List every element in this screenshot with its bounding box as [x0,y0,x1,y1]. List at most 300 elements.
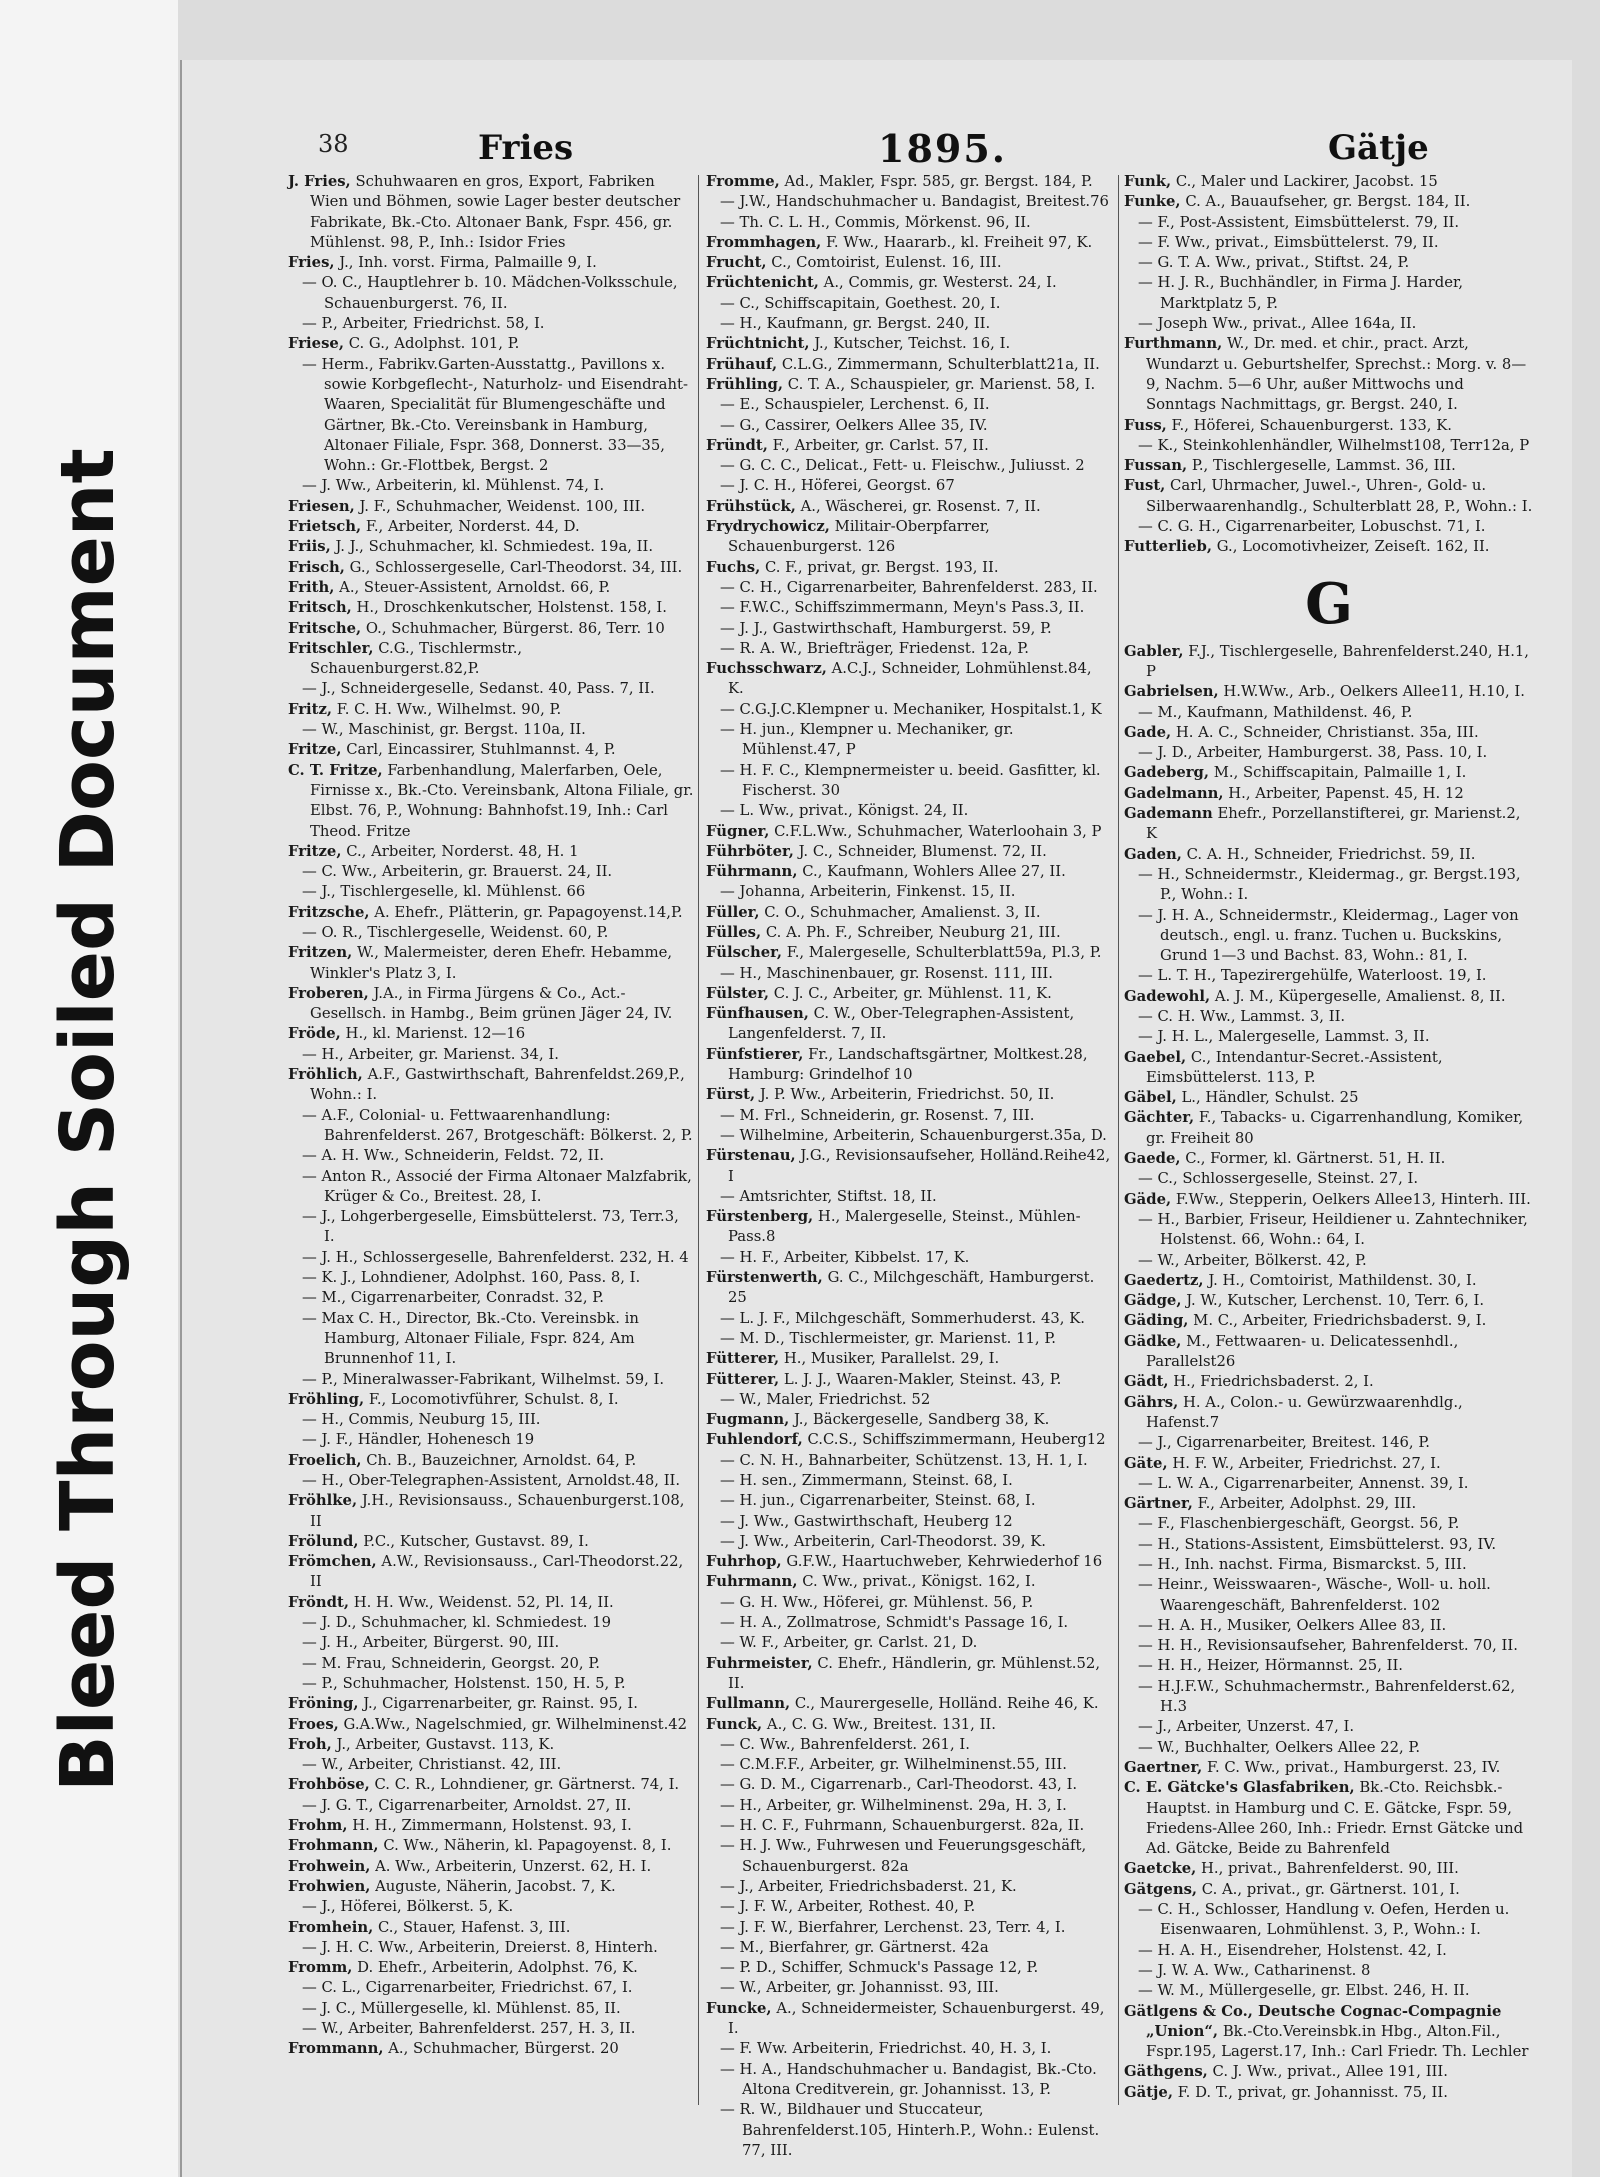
entry-text: — G. D. M., Cigarrenarb., Carl-Theodorst. 43, I. [720,1776,1078,1794]
directory-entry [1124,682,1534,702]
entry-name: Fritz, [288,700,333,718]
directory-entry [288,1613,694,1633]
entry-name: Führmann, [706,863,798,881]
directory-entry [288,700,694,720]
directory-entry [706,1471,1112,1491]
entry-name: Fütterer, [706,1370,780,1388]
entry-name: Gächter, [1124,1109,1195,1127]
entry-text: A., Schuhmacher, Bürgerst. 20 [388,2040,619,2058]
entry-name: Fügner, [706,822,770,840]
directory-entry [706,639,1112,659]
entry-name: Gärtner, [1124,1495,1193,1513]
directory-entry [1124,1332,1534,1373]
entry-name: Froh, [288,1735,332,1753]
entry-text: — J., Cigarrenarbeiter, Breitest. 146, P. [1138,1434,1430,1452]
entry-name: Gäding, [1124,1312,1189,1330]
directory-entry [288,1370,694,1390]
entry-text: — W., Buchhalter, Oelkers Allee 22, P. [1138,1738,1421,1756]
entry-text: J. H., Comtoirist, Mathildenst. 30, I. [1208,1271,1477,1289]
entry-text: — H., Commis, Neuburg 15, III. [302,1411,541,1429]
entry-text: — R. W., Bildhauer und Stuccateur, Bahrenfelderst.105, Hinterh.P., Wohn.: Eulenst. 77, III. [720,2101,1100,2159]
entry-text: — G., Cassirer, Oelkers Allee 35, IV. [720,416,988,434]
entry-text: Ch. B., Bauzeichner, Arnoldst. 64, P. [366,1451,637,1469]
directory-entry [1124,1433,1534,1453]
entry-text: — H. sen., Zimmermann, Steinst. 68, I. [720,1472,1013,1489]
directory-entry [706,964,1112,984]
entry-text: J. J., Schuhmacher, kl. Schmiedest. 19a, II. [335,538,654,556]
entry-text: G., Locomotivheizer, Zeiseſt. 162, II. [1216,538,1490,556]
directory-entry [1124,2083,1534,2103]
entry-text: C. J. C., Arbeiter, gr. Mühlenst. 11, K. [773,984,1052,1002]
entry-text: — H., Arbeiter, gr. Wilhelminenst. 29a, H. 3, I. [720,1796,1067,1814]
directory-entry [288,1268,694,1288]
directory-entry [706,416,1112,436]
entry-name: Gadelmann, [1124,784,1224,802]
entry-text: C., Kaufmann, Wohlers Allee 27, II. [802,863,1066,881]
directory-entry [1124,314,1534,334]
entry-text: — H. jun., Cigarrenarbeiter, Steinst. 68, I. [720,1492,1036,1510]
directory-entry [1124,1880,1534,1900]
entry-text: — C. Ww., Arbeiterin, gr. Brauerst. 24, II. [302,863,613,881]
directory-entry [1124,1717,1534,1737]
entry-name: Gätgens, [1124,1880,1198,1898]
directory-entry [1124,845,1534,865]
entry-name: Friis, [288,538,331,556]
directory-entry [1124,784,1534,804]
entry-text: C., Maurergeselle, Holländ. Reihe 46, K. [794,1695,1099,1713]
directory-entry [288,1958,694,1978]
entry-text: — H. jun., Klempner u. Mechaniker, gr. Mühlenst.47, P [720,721,1014,759]
directory-entry [288,558,694,578]
entry-text: — J.W., Handschuhmacher u. Bandagist, Breitest.76 [720,193,1109,211]
directory-entry [706,1958,1112,1978]
directory-entry [288,903,694,923]
directory-entry [1124,743,1534,763]
entry-text: — C. H., Cigarrenarbeiter, Bahrenfelderst. 283, II. [720,578,1098,596]
entry-text: A., C. G. Ww., Breitest. 131, II. [766,1715,996,1733]
entry-text: — Amtsrichter, Stiftst. 18, II. [720,1187,937,1205]
entry-text: C. A. Ph. F., Schreiber, Neuburg 21, III. [765,923,1061,941]
directory-entry [288,1674,694,1694]
entry-text: M., Fettwaaren- u. Delicatessenhdl., Parallelst26 [1146,1332,1459,1371]
directory-entry [1124,1169,1534,1189]
entry-name: Fröde, [288,1025,341,1043]
entry-text: — C. G. H., Cigarrenarbeiter, Lobuschst. 71, I. [1138,518,1486,536]
entry-text: F., Arbeiter, gr. Carlst. 57, II. [772,436,989,454]
directory-entry [1124,517,1534,537]
directory-entry [706,233,1112,253]
entry-name: Fuchsschwarz, [706,660,827,678]
entry-text: H., Malergeselle, Steinst., Mühlen-Pass.8 [728,1208,1081,1246]
entry-text: H. A., Colon.- u. Gewürzwaarenhdlg., Hafenst.7 [1146,1393,1463,1431]
directory-entry [706,2039,1112,2059]
entry-name: Frisch, [288,558,345,576]
entry-text: H.W.Ww., Arb., Oelkers Allee11, H.10, I. [1223,683,1525,701]
entry-text: — P. D., Schiffer, Schmuck's Passage 12, P. [720,1959,1039,1977]
entry-name: Gademann [1124,805,1213,823]
entry-text: — W., Arbeiter, Bahrenfelderst. 257, H. 3, II. [302,2020,636,2038]
directory-entry [706,456,1112,476]
directory-entry [288,1918,694,1938]
entry-text: — M. D., Tischlermeister, gr. Marienst. 11, P. [720,1329,1056,1347]
directory-entry [706,1633,1112,1653]
directory-entry [1124,213,1534,233]
entry-name: Gabrielsen, [1124,683,1219,701]
entry-text: — H., Maschinenbauer, gr. Rosenst. 111, III. [720,964,1053,982]
directory-entry [288,1938,694,1958]
directory-entry [706,1004,1112,1045]
entry-text: W., Malermeister, deren Ehefr. Hebamme, Winkler's Platz 3, I. [310,944,673,982]
entry-text: — G. T. A. Ww., privat., Stiftst. 24, P. [1138,254,1410,272]
entry-text: — G. H. Ww., Höferei, gr. Mühlenst. 56, P. [720,1593,1034,1611]
entry-text: — O. C., Hauptlehrer b. 10. Mädchen-Volksschule, Schauenburgerst. 76, II. [302,274,678,312]
directory-entry [706,842,1112,862]
directory-entry [706,1430,1112,1450]
entry-text: L., Händler, Schulst. 25 [1181,1089,1359,1107]
entry-name: Gährs, [1124,1393,1179,1411]
entry-name: Frommann, [288,2040,384,2058]
entry-name: Frohwien, [288,1877,371,1895]
directory-entry [288,355,694,477]
entry-text: D. Ehefr., Arbeiterin, Adolphst. 76, K. [357,1959,638,1977]
entry-text: — W., Maschinist, gr. Bergst. 110a, II. [302,721,586,739]
entry-text: P., Tischlergeselle, Lammst. 36, III. [1191,457,1456,475]
directory-entry [1124,2062,1534,2082]
entry-text: — C. H. Ww., Lammst. 3, II. [1138,1007,1346,1025]
entry-text: — C. L., Cigarrenarbeiter, Friedrichst. 67, I. [302,1979,633,1997]
entry-text: C. F., privat, gr. Bergst. 193, II. [764,558,999,576]
entry-text: — J. J., Gastwirthschaft, Hamburgerst. 59, P. [720,619,1052,637]
directory-entry [1124,1900,1534,1941]
directory-entry [288,517,694,537]
entry-text: — J. H., Schlossergeselle, Bahrenfelderst. 232, H. 4 [302,1248,689,1266]
entry-text: — J. C., Müllergeselle, kl. Mühlenst. 85, II. [302,1999,621,2017]
entry-text: F.Ww., Stepperin, Oelkers Allee13, Hinterh. III. [1175,1190,1531,1208]
directory-entry [288,882,694,902]
entry-text: — C. N. H., Bahnarbeiter, Schützenst. 13, H. 1, I. [720,1451,1088,1469]
entry-text: — J., Lohgerbergeselle, Eimsbüttelerst. 73, Terr.3, I. [302,1208,679,1246]
directory-entry [706,1775,1112,1795]
directory-entry [288,862,694,882]
entry-name: Frohm, [288,1817,348,1835]
directory-entry [288,1715,694,1735]
entry-text: — H. H., Heizer, Hörmannst. 25, II. [1138,1657,1403,1675]
entry-text: C.F.L.Ww., Schuhmacher, Waterloohain 3, P [774,822,1102,840]
entry-name: Gäte, [1124,1454,1168,1472]
directory-entry [1124,966,1534,986]
entry-name: Frölund, [288,1532,359,1550]
entry-name: Fürst, [706,1086,756,1104]
entry-text: L. J. J., Waaren-Makler, Steinst. 43, P. [783,1370,1062,1388]
entry-text: — C. Ww., Bahrenfelderst. 261, I. [720,1735,970,1753]
directory-entry [706,1512,1112,1532]
entry-text: C.G., Tischlermstr., Schauenburgerst.82,P. [310,639,523,678]
directory-entry [706,761,1112,802]
directory-entry [706,1755,1112,1775]
directory-entry [1124,865,1534,906]
directory-entry [288,1207,694,1248]
entry-name: Fröning, [288,1695,359,1713]
directory-entry [288,172,694,253]
entry-name: Fuhrhop, [706,1553,782,1571]
entry-text: — C.M.F.F., Arbeiter, gr. Wilhelminenst.55, III. [720,1756,1067,1774]
directory-entry [706,1146,1112,1187]
entry-text: — Heinr., Weisswaaren-, Wäsche-, Woll- u. holl. Waarengeschäft, Bahrenfelderst. 102 [1138,1576,1491,1614]
entry-name: Fussan, [1124,457,1188,475]
entry-text: — H., Schneidermstr., Kleidermag., gr. Bergst.193, P., Wohn.: I. [1138,865,1521,904]
entry-text: — H., Kaufmann, gr. Bergst. 240, II. [720,315,991,333]
entry-text: — H. A., Zollmatrose, Schmidt's Passage 16, I. [720,1614,1069,1632]
entry-name: Fuhlendorf, [706,1431,803,1449]
entry-text: J., Inh. vorst. Firma, Palmaille 9, I. [339,254,597,272]
directory-entry [288,1654,694,1674]
entry-text: C. Ww., Näherin, kl. Papagoyenst. 8, I. [383,1837,672,1855]
entry-text: M., Schiffscapitain, Palmaille 1, I. [1213,764,1467,782]
entry-text: — L. J. F., Milchgeschäft, Sommerhuderst. 43, K. [720,1309,1085,1327]
entry-text: — J. D., Arbeiter, Hamburgerst. 38, Pass. 10, I. [1138,744,1488,762]
entry-name: Gabler, [1124,642,1184,660]
entry-name: Gaden, [1124,845,1182,863]
entry-text: M. C., Arbeiter, Friedrichsbaderst. 9, I. [1193,1312,1487,1330]
entry-text: P.C., Kutscher, Gustavst. 89, I. [363,1532,589,1550]
entry-text: — J. H., Arbeiter, Bürgerst. 90, III. [302,1634,560,1652]
directory-entry [706,1451,1112,1471]
directory-entry [706,273,1112,293]
directory-entry [1124,1616,1534,1636]
directory-entry [288,497,694,517]
entry-name: Fuss, [1124,416,1167,434]
directory-entry [1124,987,1534,1007]
entry-name: Fürstenwerth, [706,1269,823,1287]
entry-name: Gäthgens, [1124,2063,1208,2081]
directory-entry [706,1816,1112,1836]
entry-text: — C., Schiffscapitain, Goethest. 20, I. [720,294,1001,312]
entry-name: Fritze, [288,842,342,860]
entry-text: C., Arbeiter, Norderst. 48, H. 1 [346,842,579,860]
directory-entry [288,1430,694,1450]
directory-entry [706,1694,1112,1714]
directory-entry [1124,1514,1534,1534]
directory-entry [288,1796,694,1816]
entry-name: Frohböse, [288,1776,370,1794]
directory-entry [288,1045,694,1065]
entry-text: Militair-Oberpfarrer, Schauenburgerst. 126 [728,518,990,556]
directory-entry [288,943,694,984]
directory-entry [706,476,1112,496]
entry-text: — O. R., Tischlergeselle, Weidenst. 60, P. [302,923,609,941]
directory-entry [1124,703,1534,723]
directory-entry [706,314,1112,334]
directory-entry [1124,1291,1534,1311]
entry-text: — J. H. A., Schneidermstr., Kleidermag., Lager von deutsch., engl. u. franz. Tuchen u. Buckskins, Grund 1—3 und Bachst. 83, Wohn.: 81, I. [1138,906,1519,965]
entry-text: J.H., Revisionsauss., Schauenburgerst.108, II [310,1492,685,1530]
directory-entry [706,1999,1112,2040]
entry-text: H., Arbeiter, Papenst. 45, H. 12 [1228,784,1464,802]
entry-text: H., privat., Bahrenfelderst. 90, III. [1201,1860,1459,1878]
directory-entry [288,1024,694,1044]
entry-text: — H.J.F.W., Schuhmachermstr., Bahrenfelderst.62, H.3 [1138,1677,1516,1716]
directory-entry [288,1775,694,1795]
entry-name: Frohwein, [288,1857,371,1875]
entry-text: — W., Arbeiter, Christianst. 42, III. [302,1756,562,1774]
entry-text: A.W., Revisionsauss., Carl-Theodorst.22, II [310,1553,684,1591]
directory-entry [1124,1738,1534,1758]
entry-name: Fritzsche, [288,903,370,921]
entry-text: A., Wäscherei, gr. Rosenst. 7, II. [800,497,1041,515]
directory-entry [706,659,1112,700]
entry-name: Futterlieb, [1124,538,1213,556]
entry-name: Führböter, [706,842,794,860]
directory-entry [706,375,1112,395]
directory-entry [1124,1494,1534,1514]
directory-entry [1124,476,1534,517]
entry-text: — A.F., Colonial- u. Fettwaarenhandlung: Bahrenfelderst. 267, Brotgeschäft: Bölkerst. 2, P. [302,1106,693,1144]
entry-text: Auguste, Näherin, Jacobst. 7, K. [375,1877,616,1895]
entry-text: — C. H., Schlosser, Handlung v. Oefen, Herden u. Eisenwaaren, Lohmühlenst. 3, P., Wohn.: I. [1138,1901,1510,1939]
entry-text: C.C.S., Schiffszimmermann, Heuberg12 [807,1431,1106,1449]
page-header [288,126,1536,172]
entry-text: J. P. Ww., Arbeiterin, Friedrichst. 50, II. [759,1086,1055,1104]
entry-text: C. T. A., Schauspieler, gr. Marienst. 58, I. [787,375,1096,393]
entry-text: — H., Stations-Assistent, Eimsbüttelerst. 93, IV. [1138,1535,1497,1553]
directory-entry [706,903,1112,923]
entry-text: Carl, Eincassirer, Stuhlmannst. 4, P. [346,741,616,759]
entry-text: — J. H. L., Malergeselle, Lammst. 3, II. [1138,1028,1430,1046]
entry-name: Fülster, [706,984,770,1002]
entry-text: F., Arbeiter, Norderst. 44, D. [365,518,580,536]
entry-name: Gätje, [1124,2083,1173,2101]
entry-text: J.A., in Firma Jürgens & Co., Act.-Gesellsch. in Hambg., Beim grünen Jäger 24, IV. [310,984,673,1023]
entry-text: — P., Arbeiter, Friedrichst. 58, I. [302,315,545,333]
directory-entry [706,1654,1112,1695]
entry-name: Funcke, [706,1999,772,2017]
directory-entry [1124,804,1534,845]
entry-name: Gadewohl, [1124,987,1211,1005]
directory-entry [1124,1027,1534,1047]
section-letter: G [1305,570,1353,637]
directory-entry [1124,1474,1534,1494]
column-rule-2 [1118,175,1119,2105]
directory-entry [706,1329,1112,1349]
header-year: 1895. [878,126,1007,171]
entry-text: — P., Schuhmacher, Holstenst. 150, H. 5, P. [302,1674,626,1692]
entry-text: F. C. Ww., privat., Hamburgerst. 23, IV. [1207,1758,1501,1776]
directory-entry [1124,172,1534,192]
directory-entry [288,1390,694,1410]
directory-entry [1124,436,1534,456]
entry-text: — J. H. C. Ww., Arbeiterin, Dreierst. 8, Hinterh. [302,1938,658,1956]
directory-entry [288,476,694,496]
directory-entry [706,1106,1112,1126]
entry-text: — H. H., Revisionsaufseher, Bahrenfelderst. 70, II. [1138,1637,1518,1655]
directory-entry [706,334,1112,354]
directory-entry [288,1857,694,1877]
directory-entry [288,1897,694,1917]
entry-name: Fröhlke, [288,1492,358,1510]
entry-name: Gäbel, [1124,1089,1177,1107]
entry-text: — H. A. H., Musiker, Oelkers Allee 83, II. [1138,1616,1447,1634]
entry-text: — Max C. H., Director, Bk.-Cto. Vereinsbk. in Hamburg, Altonaer Filiale, Fspr. 824, Am Brunnenhof 11, I. [302,1309,639,1368]
directory-entry [288,1471,694,1491]
header-last-entry: Gätje [1328,128,1429,168]
directory-entry [1124,334,1534,415]
entry-text: G.A.Ww., Nagelschmied, gr. Wilhelminenst.42 [343,1715,688,1733]
directory-entry [706,2060,1112,2101]
entry-name: Fülscher, [706,944,783,962]
directory-entry [288,679,694,699]
entry-text: C. A. H., Schneider, Friedrichst. 59, II. [1186,845,1476,863]
entry-name: Froelich, [288,1451,362,1469]
entry-name: Furthmann, [1124,335,1223,353]
directory-entry [1124,537,1534,557]
entry-text: — F., Flaschenbiergeschäft, Georgst. 56, P. [1138,1515,1460,1533]
entry-text: F., Malergeselle, Schulterblatt59a, Pl.3, P. [786,944,1102,962]
entry-text: — Herm., Fabrikv.Garten-Ausstattg., Pavillons x. sowie Korbgeflecht-, Naturholz- und Eisendraht-Waaren, Specialität für Blumengeschäfte und Gärtner, Bk.-Cto. Vereinsbank in Hamburg, Altonaer Filiale, Fspr. 368, Donnerst. 33—35, Wohn.: Gr.-Flottbek, Bergst. 2 [302,355,688,475]
directory-entry [288,1552,694,1593]
directory-entry [706,822,1112,842]
directory-entry [288,314,694,334]
directory-entry [706,1309,1112,1329]
entry-name: Fröndt, [288,1593,350,1611]
entry-name: Gaetcke, [1124,1860,1197,1878]
entry-text: — J. W. A. Ww., Catharinenst. 8 [1138,1961,1371,1979]
entry-text: F. D. T., privat, gr. Johannisst. 75, II. [1177,2083,1448,2101]
entry-name: C. T. Fritze, [288,761,383,779]
directory-entry [288,1309,694,1370]
entry-name: Fründt, [706,436,768,454]
entry-text: — E., Schauspieler, Lerchenst. 6, II. [720,396,990,414]
directory-entry [288,1836,694,1856]
directory-entry [1124,1677,1534,1718]
directory-entry [706,1918,1112,1938]
entry-text: — P., Mineralwasser-Fabrikant, Wilhelmst. 59, I. [302,1370,665,1388]
entry-text: — J. G. T., Cigarrenarbeiter, Arnoldst. 27, II. [302,1796,632,1814]
entry-text: — H. A., Handschuhmacher u. Bandagist, Bk.-Cto. Altona Creditverein, gr. Johannisst. 13, P. [720,2060,1097,2098]
entry-name: Früchtenicht, [706,274,819,292]
entry-name: Fürstenau, [706,1147,796,1165]
directory-entry [706,1836,1112,1877]
directory-entry [288,1999,694,2019]
scan-stamp [28,448,148,1792]
directory-entry [706,192,1112,212]
directory-entry [706,720,1112,761]
directory-entry [1124,1190,1534,1210]
entry-name: Gädt, [1124,1373,1169,1391]
directory-entry [288,1978,694,1998]
entry-text: A. J. M., Küpergeselle, Amalienst. 8, II. [1214,987,1506,1005]
entry-text: J. F., Schuhmacher, Weidenst. 100, III. [359,497,646,515]
directory-entry [706,1613,1112,1633]
directory-entry [288,1816,694,1836]
directory-entry [1124,1656,1534,1676]
entry-name: Fütterer, [706,1350,780,1368]
directory-entry [706,213,1112,233]
directory-entry [1124,1007,1534,1027]
entry-text: — J., Arbeiter, Unzerst. 47, I. [1138,1718,1355,1736]
directory-entry [1124,1636,1534,1656]
entry-name: Fritschler, [288,639,374,657]
directory-entry [706,1268,1112,1309]
directory-entry [1124,456,1534,476]
entry-text: H. H., Zimmermann, Holstenst. 93, I. [352,1817,632,1835]
entry-text: — H., Inh. nachst. Firma, Bismarckst. 5, III. [1138,1556,1467,1573]
entry-text: — Th. C. L. H., Commis, Mörkenst. 96, II. [720,213,1031,231]
directory-entry [706,497,1112,517]
entry-text: — Johanna, Arbeiterin, Finkenst. 15, II. [720,883,1016,901]
entry-text: F., Locomotivführer, Schulst. 8, I. [368,1390,619,1408]
page-number: 38 [318,130,349,158]
column-3-g-entries [1124,642,1534,2103]
